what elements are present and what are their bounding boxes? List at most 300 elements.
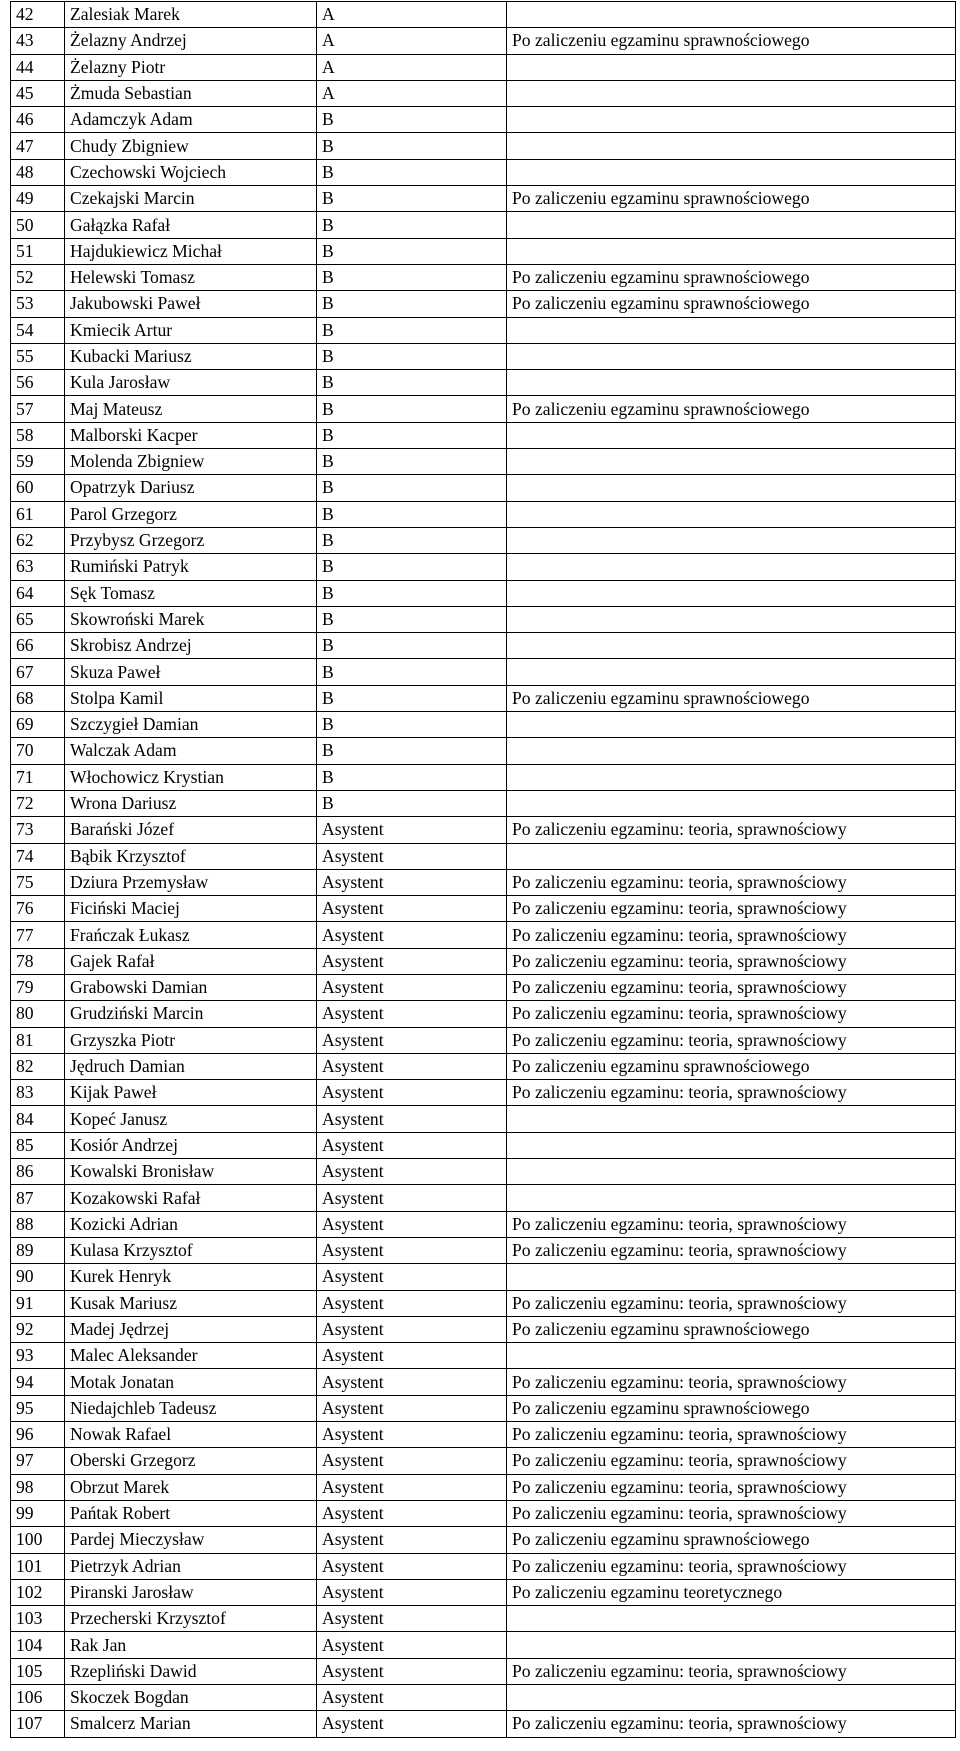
table-row bbox=[11, 396, 956, 422]
name-cell: Przybysz Grzegorz bbox=[65, 527, 317, 553]
category-cell: Asystent bbox=[317, 1395, 507, 1421]
row-number-cell: 62 bbox=[11, 527, 65, 553]
row-number-cell: 105 bbox=[11, 1658, 65, 1684]
note-cell bbox=[507, 422, 956, 448]
name-cell: Kulasa Krzysztof bbox=[65, 1237, 317, 1263]
table-row bbox=[11, 501, 956, 527]
table-row bbox=[11, 1001, 956, 1027]
note-cell bbox=[507, 317, 956, 343]
name-cell: Szczygieł Damian bbox=[65, 712, 317, 738]
row-number-cell: 51 bbox=[11, 238, 65, 264]
row-number-cell: 91 bbox=[11, 1290, 65, 1316]
category-cell: Asystent bbox=[317, 1053, 507, 1079]
row-number-cell: 88 bbox=[11, 1211, 65, 1237]
name-cell: Oberski Grzegorz bbox=[65, 1448, 317, 1474]
name-cell: Bąbik Krzysztof bbox=[65, 843, 317, 869]
note-cell bbox=[507, 790, 956, 816]
category-cell: B bbox=[317, 790, 507, 816]
row-number-cell: 79 bbox=[11, 974, 65, 1000]
row-number-cell: 83 bbox=[11, 1080, 65, 1106]
note-cell: Po zaliczeniu egzaminu sprawnościowego bbox=[507, 28, 956, 54]
note-cell bbox=[507, 107, 956, 133]
row-number-cell: 57 bbox=[11, 396, 65, 422]
note-cell bbox=[507, 1264, 956, 1290]
note-cell: Po zaliczeniu egzaminu: teoria, sprawnościowy bbox=[507, 1422, 956, 1448]
table-row bbox=[11, 370, 956, 396]
row-number-cell: 71 bbox=[11, 764, 65, 790]
category-cell: Asystent bbox=[317, 922, 507, 948]
table-row bbox=[11, 1159, 956, 1185]
name-cell: Kosiór Andrzej bbox=[65, 1132, 317, 1158]
name-cell: Piranski Jarosław bbox=[65, 1579, 317, 1605]
note-cell: Po zaliczeniu egzaminu sprawnościowego bbox=[507, 1316, 956, 1342]
table-row bbox=[11, 1632, 956, 1658]
row-number-cell: 87 bbox=[11, 1185, 65, 1211]
name-cell: Kurek Henryk bbox=[65, 1264, 317, 1290]
note-cell bbox=[507, 843, 956, 869]
category-cell: Asystent bbox=[317, 1606, 507, 1632]
row-number-cell: 89 bbox=[11, 1237, 65, 1263]
table-row bbox=[11, 1395, 956, 1421]
note-cell: Po zaliczeniu egzaminu sprawnościowego bbox=[507, 291, 956, 317]
name-cell: Kowalski Bronisław bbox=[65, 1159, 317, 1185]
table-row bbox=[11, 1106, 956, 1132]
name-cell: Smalcerz Marian bbox=[65, 1711, 317, 1737]
name-cell: Żelazny Andrzej bbox=[65, 28, 317, 54]
category-cell: Asystent bbox=[317, 1500, 507, 1526]
note-cell bbox=[507, 633, 956, 659]
table-row bbox=[11, 1553, 956, 1579]
category-cell: Asystent bbox=[317, 1132, 507, 1158]
table-row bbox=[11, 685, 956, 711]
name-cell: Jędruch Damian bbox=[65, 1053, 317, 1079]
category-cell: Asystent bbox=[317, 1185, 507, 1211]
category-cell: B bbox=[317, 212, 507, 238]
category-cell: B bbox=[317, 475, 507, 501]
table-row bbox=[11, 80, 956, 106]
note-cell: Po zaliczeniu egzaminu sprawnościowego bbox=[507, 396, 956, 422]
note-cell bbox=[507, 1159, 956, 1185]
name-cell: Gałązka Rafał bbox=[65, 212, 317, 238]
note-cell: Po zaliczeniu egzaminu: teoria, sprawnościowy bbox=[507, 1448, 956, 1474]
row-number-cell: 53 bbox=[11, 291, 65, 317]
note-cell bbox=[507, 343, 956, 369]
category-cell: Asystent bbox=[317, 1316, 507, 1342]
category-cell: Asystent bbox=[317, 1343, 507, 1369]
note-cell bbox=[507, 501, 956, 527]
note-cell: Po zaliczeniu egzaminu: teoria, sprawnościowy bbox=[507, 1080, 956, 1106]
name-cell: Molenda Zbigniew bbox=[65, 449, 317, 475]
note-cell: Po zaliczeniu egzaminu: teoria, sprawnościowy bbox=[507, 1658, 956, 1684]
table-row bbox=[11, 1658, 956, 1684]
row-number-cell: 45 bbox=[11, 80, 65, 106]
category-cell: Asystent bbox=[317, 1685, 507, 1711]
row-number-cell: 86 bbox=[11, 1159, 65, 1185]
note-cell: Po zaliczeniu egzaminu sprawnościowego bbox=[507, 186, 956, 212]
row-number-cell: 66 bbox=[11, 633, 65, 659]
note-cell bbox=[507, 554, 956, 580]
category-cell: B bbox=[317, 107, 507, 133]
row-number-cell: 65 bbox=[11, 606, 65, 632]
row-number-cell: 43 bbox=[11, 28, 65, 54]
name-cell: Obrzut Marek bbox=[65, 1474, 317, 1500]
note-cell: Po zaliczeniu egzaminu: teoria, sprawnościowy bbox=[507, 1474, 956, 1500]
note-cell bbox=[507, 54, 956, 80]
table-row bbox=[11, 1237, 956, 1263]
note-cell bbox=[507, 606, 956, 632]
row-number-cell: 47 bbox=[11, 133, 65, 159]
table-row bbox=[11, 449, 956, 475]
name-cell: Gajek Rafał bbox=[65, 948, 317, 974]
note-cell: Po zaliczeniu egzaminu: teoria, sprawnościowy bbox=[507, 1369, 956, 1395]
name-cell: Malec Aleksander bbox=[65, 1343, 317, 1369]
row-number-cell: 54 bbox=[11, 317, 65, 343]
row-number-cell: 101 bbox=[11, 1553, 65, 1579]
table-row bbox=[11, 974, 956, 1000]
table-row bbox=[11, 554, 956, 580]
row-number-cell: 56 bbox=[11, 370, 65, 396]
name-cell: Grzyszka Piotr bbox=[65, 1027, 317, 1053]
note-cell: Po zaliczeniu egzaminu teoretycznego bbox=[507, 1579, 956, 1605]
note-cell: Po zaliczeniu egzaminu: teoria, sprawnościowy bbox=[507, 1001, 956, 1027]
category-cell: Asystent bbox=[317, 1553, 507, 1579]
table-row bbox=[11, 1290, 956, 1316]
table-row bbox=[11, 238, 956, 264]
name-cell: Motak Jonatan bbox=[65, 1369, 317, 1395]
name-cell: Pardej Mieczysław bbox=[65, 1527, 317, 1553]
name-cell: Zalesiak Marek bbox=[65, 2, 317, 28]
category-cell: B bbox=[317, 580, 507, 606]
note-cell bbox=[507, 80, 956, 106]
category-cell: B bbox=[317, 317, 507, 343]
table-row bbox=[11, 28, 956, 54]
note-cell bbox=[507, 712, 956, 738]
category-cell: B bbox=[317, 186, 507, 212]
category-cell: B bbox=[317, 238, 507, 264]
name-cell: Żmuda Sebastian bbox=[65, 80, 317, 106]
table-row bbox=[11, 54, 956, 80]
table-row bbox=[11, 291, 956, 317]
note-cell: Po zaliczeniu egzaminu: teoria, sprawnościowy bbox=[507, 1553, 956, 1579]
category-cell: B bbox=[317, 159, 507, 185]
category-cell: Asystent bbox=[317, 1106, 507, 1132]
name-cell: Przecherski Krzysztof bbox=[65, 1606, 317, 1632]
note-cell bbox=[507, 1632, 956, 1658]
category-cell: Asystent bbox=[317, 1527, 507, 1553]
name-cell: Czekajski Marcin bbox=[65, 186, 317, 212]
category-cell: Asystent bbox=[317, 896, 507, 922]
category-cell: Asystent bbox=[317, 974, 507, 1000]
table-row bbox=[11, 1448, 956, 1474]
note-cell bbox=[507, 159, 956, 185]
note-cell bbox=[507, 370, 956, 396]
table-row bbox=[11, 422, 956, 448]
row-number-cell: 49 bbox=[11, 186, 65, 212]
table-row bbox=[11, 1080, 956, 1106]
table-row bbox=[11, 922, 956, 948]
category-cell: A bbox=[317, 80, 507, 106]
table-row bbox=[11, 1185, 956, 1211]
name-cell: Rumiński Patryk bbox=[65, 554, 317, 580]
category-cell: Asystent bbox=[317, 1369, 507, 1395]
note-cell: Po zaliczeniu egzaminu: teoria, sprawnościowy bbox=[507, 896, 956, 922]
table-row bbox=[11, 1606, 956, 1632]
category-cell: Asystent bbox=[317, 1080, 507, 1106]
name-cell: Skuza Paweł bbox=[65, 659, 317, 685]
table-row bbox=[11, 659, 956, 685]
row-number-cell: 100 bbox=[11, 1527, 65, 1553]
roster-table bbox=[10, 1, 956, 1738]
row-number-cell: 60 bbox=[11, 475, 65, 501]
name-cell: Hajdukiewicz Michał bbox=[65, 238, 317, 264]
note-cell: Po zaliczeniu egzaminu: teoria, sprawnościowy bbox=[507, 1027, 956, 1053]
category-cell: B bbox=[317, 527, 507, 553]
note-cell bbox=[507, 659, 956, 685]
category-cell: B bbox=[317, 606, 507, 632]
note-cell bbox=[507, 1343, 956, 1369]
name-cell: Niedajchleb Tadeusz bbox=[65, 1395, 317, 1421]
table-row bbox=[11, 1132, 956, 1158]
row-number-cell: 50 bbox=[11, 212, 65, 238]
row-number-cell: 82 bbox=[11, 1053, 65, 1079]
note-cell bbox=[507, 2, 956, 28]
row-number-cell: 106 bbox=[11, 1685, 65, 1711]
name-cell: Jakubowski Paweł bbox=[65, 291, 317, 317]
category-cell: Asystent bbox=[317, 1474, 507, 1500]
name-cell: Kozakowski Rafał bbox=[65, 1185, 317, 1211]
note-cell: Po zaliczeniu egzaminu: teoria, sprawnościowy bbox=[507, 1500, 956, 1526]
row-number-cell: 64 bbox=[11, 580, 65, 606]
table-row bbox=[11, 1343, 956, 1369]
row-number-cell: 96 bbox=[11, 1422, 65, 1448]
table-row bbox=[11, 633, 956, 659]
name-cell: Stolpa Kamil bbox=[65, 685, 317, 711]
category-cell: B bbox=[317, 370, 507, 396]
row-number-cell: 44 bbox=[11, 54, 65, 80]
row-number-cell: 70 bbox=[11, 738, 65, 764]
row-number-cell: 75 bbox=[11, 869, 65, 895]
name-cell: Pietrzyk Adrian bbox=[65, 1553, 317, 1579]
table-row bbox=[11, 1527, 956, 1553]
row-number-cell: 78 bbox=[11, 948, 65, 974]
row-number-cell: 98 bbox=[11, 1474, 65, 1500]
category-cell: B bbox=[317, 685, 507, 711]
table-row bbox=[11, 159, 956, 185]
category-cell: Asystent bbox=[317, 817, 507, 843]
category-cell: B bbox=[317, 396, 507, 422]
row-number-cell: 103 bbox=[11, 1606, 65, 1632]
row-number-cell: 90 bbox=[11, 1264, 65, 1290]
table-row bbox=[11, 1685, 956, 1711]
category-cell: Asystent bbox=[317, 869, 507, 895]
table-row bbox=[11, 1422, 956, 1448]
table-row bbox=[11, 764, 956, 790]
category-cell: Asystent bbox=[317, 1658, 507, 1684]
note-cell: Po zaliczeniu egzaminu: teoria, sprawnościowy bbox=[507, 1290, 956, 1316]
name-cell: Rak Jan bbox=[65, 1632, 317, 1658]
row-number-cell: 107 bbox=[11, 1711, 65, 1737]
note-cell bbox=[507, 764, 956, 790]
category-cell: Asystent bbox=[317, 843, 507, 869]
category-cell: B bbox=[317, 343, 507, 369]
row-number-cell: 58 bbox=[11, 422, 65, 448]
row-number-cell: 77 bbox=[11, 922, 65, 948]
category-cell: B bbox=[317, 764, 507, 790]
category-cell: B bbox=[317, 264, 507, 290]
note-cell bbox=[507, 212, 956, 238]
category-cell: B bbox=[317, 449, 507, 475]
row-number-cell: 46 bbox=[11, 107, 65, 133]
table-row bbox=[11, 869, 956, 895]
name-cell: Skoczek Bogdan bbox=[65, 1685, 317, 1711]
note-cell bbox=[507, 475, 956, 501]
name-cell: Helewski Tomasz bbox=[65, 264, 317, 290]
row-number-cell: 95 bbox=[11, 1395, 65, 1421]
category-cell: Asystent bbox=[317, 1579, 507, 1605]
row-number-cell: 48 bbox=[11, 159, 65, 185]
row-number-cell: 85 bbox=[11, 1132, 65, 1158]
note-cell bbox=[507, 1106, 956, 1132]
note-cell bbox=[507, 1132, 956, 1158]
row-number-cell: 76 bbox=[11, 896, 65, 922]
name-cell: Adamczyk Adam bbox=[65, 107, 317, 133]
name-cell: Czechowski Wojciech bbox=[65, 159, 317, 185]
name-cell: Kopeć Janusz bbox=[65, 1106, 317, 1132]
note-cell bbox=[507, 1685, 956, 1711]
row-number-cell: 74 bbox=[11, 843, 65, 869]
category-cell: Asystent bbox=[317, 1448, 507, 1474]
category-cell: Asystent bbox=[317, 1711, 507, 1737]
name-cell: Kula Jarosław bbox=[65, 370, 317, 396]
category-cell: Asystent bbox=[317, 1001, 507, 1027]
row-number-cell: 42 bbox=[11, 2, 65, 28]
note-cell bbox=[507, 1185, 956, 1211]
category-cell: A bbox=[317, 2, 507, 28]
category-cell: Asystent bbox=[317, 1159, 507, 1185]
name-cell: Wrona Dariusz bbox=[65, 790, 317, 816]
table-row bbox=[11, 1027, 956, 1053]
table-row bbox=[11, 712, 956, 738]
row-number-cell: 61 bbox=[11, 501, 65, 527]
name-cell: Opatrzyk Dariusz bbox=[65, 475, 317, 501]
name-cell: Parol Grzegorz bbox=[65, 501, 317, 527]
name-cell: Skowroński Marek bbox=[65, 606, 317, 632]
note-cell: Po zaliczeniu egzaminu: teoria, sprawnościowy bbox=[507, 817, 956, 843]
table-row bbox=[11, 948, 956, 974]
table-row bbox=[11, 843, 956, 869]
note-cell: Po zaliczeniu egzaminu: teoria, sprawnościowy bbox=[507, 1237, 956, 1263]
table-row bbox=[11, 896, 956, 922]
name-cell: Żelazny Piotr bbox=[65, 54, 317, 80]
table-row bbox=[11, 133, 956, 159]
note-cell: Po zaliczeniu egzaminu: teoria, sprawnościowy bbox=[507, 974, 956, 1000]
name-cell: Kmiecik Artur bbox=[65, 317, 317, 343]
name-cell: Kozicki Adrian bbox=[65, 1211, 317, 1237]
category-cell: Asystent bbox=[317, 1237, 507, 1263]
category-cell: Asystent bbox=[317, 1264, 507, 1290]
row-number-cell: 73 bbox=[11, 817, 65, 843]
note-cell: Po zaliczeniu egzaminu: teoria, sprawnościowy bbox=[507, 869, 956, 895]
row-number-cell: 67 bbox=[11, 659, 65, 685]
row-number-cell: 99 bbox=[11, 1500, 65, 1526]
note-cell bbox=[507, 738, 956, 764]
table-row bbox=[11, 475, 956, 501]
category-cell: A bbox=[317, 28, 507, 54]
name-cell: Grabowski Damian bbox=[65, 974, 317, 1000]
note-cell bbox=[507, 238, 956, 264]
name-cell: Walczak Adam bbox=[65, 738, 317, 764]
row-number-cell: 84 bbox=[11, 1106, 65, 1132]
name-cell: Włochowicz Krystian bbox=[65, 764, 317, 790]
note-cell bbox=[507, 580, 956, 606]
name-cell: Maj Mateusz bbox=[65, 396, 317, 422]
category-cell: Asystent bbox=[317, 1422, 507, 1448]
category-cell: B bbox=[317, 633, 507, 659]
row-number-cell: 102 bbox=[11, 1579, 65, 1605]
name-cell: Sęk Tomasz bbox=[65, 580, 317, 606]
table-row bbox=[11, 606, 956, 632]
table-row bbox=[11, 186, 956, 212]
row-number-cell: 93 bbox=[11, 1343, 65, 1369]
name-cell: Nowak Rafael bbox=[65, 1422, 317, 1448]
row-number-cell: 80 bbox=[11, 1001, 65, 1027]
note-cell: Po zaliczeniu egzaminu sprawnościowego bbox=[507, 1395, 956, 1421]
note-cell: Po zaliczeniu egzaminu sprawnościowego bbox=[507, 685, 956, 711]
table-row bbox=[11, 1316, 956, 1342]
name-cell: Chudy Zbigniew bbox=[65, 133, 317, 159]
category-cell: B bbox=[317, 501, 507, 527]
name-cell: Skrobisz Andrzej bbox=[65, 633, 317, 659]
name-cell: Dziura Przemysław bbox=[65, 869, 317, 895]
name-cell: Frańczak Łukasz bbox=[65, 922, 317, 948]
name-cell: Kijak Paweł bbox=[65, 1080, 317, 1106]
roster-table-body bbox=[11, 2, 956, 1738]
category-cell: B bbox=[317, 738, 507, 764]
category-cell: Asystent bbox=[317, 1211, 507, 1237]
table-row bbox=[11, 1500, 956, 1526]
category-cell: Asystent bbox=[317, 1027, 507, 1053]
name-cell: Barański Józef bbox=[65, 817, 317, 843]
note-cell: Po zaliczeniu egzaminu: teoria, sprawnościowy bbox=[507, 948, 956, 974]
table-row bbox=[11, 1211, 956, 1237]
table-row bbox=[11, 1474, 956, 1500]
category-cell: Asystent bbox=[317, 1632, 507, 1658]
table-row bbox=[11, 1053, 956, 1079]
row-number-cell: 55 bbox=[11, 343, 65, 369]
category-cell: B bbox=[317, 659, 507, 685]
category-cell: B bbox=[317, 133, 507, 159]
note-cell bbox=[507, 527, 956, 553]
category-cell: A bbox=[317, 54, 507, 80]
category-cell: B bbox=[317, 554, 507, 580]
table-row bbox=[11, 790, 956, 816]
note-cell bbox=[507, 1606, 956, 1632]
row-number-cell: 68 bbox=[11, 685, 65, 711]
note-cell: Po zaliczeniu egzaminu: teoria, sprawnościowy bbox=[507, 1711, 956, 1737]
category-cell: Asystent bbox=[317, 948, 507, 974]
table-row bbox=[11, 1579, 956, 1605]
note-cell: Po zaliczeniu egzaminu sprawnościowego bbox=[507, 1527, 956, 1553]
table-row bbox=[11, 738, 956, 764]
table-row bbox=[11, 343, 956, 369]
row-number-cell: 63 bbox=[11, 554, 65, 580]
name-cell: Madej Jędrzej bbox=[65, 1316, 317, 1342]
row-number-cell: 94 bbox=[11, 1369, 65, 1395]
table-row bbox=[11, 1369, 956, 1395]
table-row bbox=[11, 580, 956, 606]
table-row bbox=[11, 527, 956, 553]
category-cell: B bbox=[317, 422, 507, 448]
